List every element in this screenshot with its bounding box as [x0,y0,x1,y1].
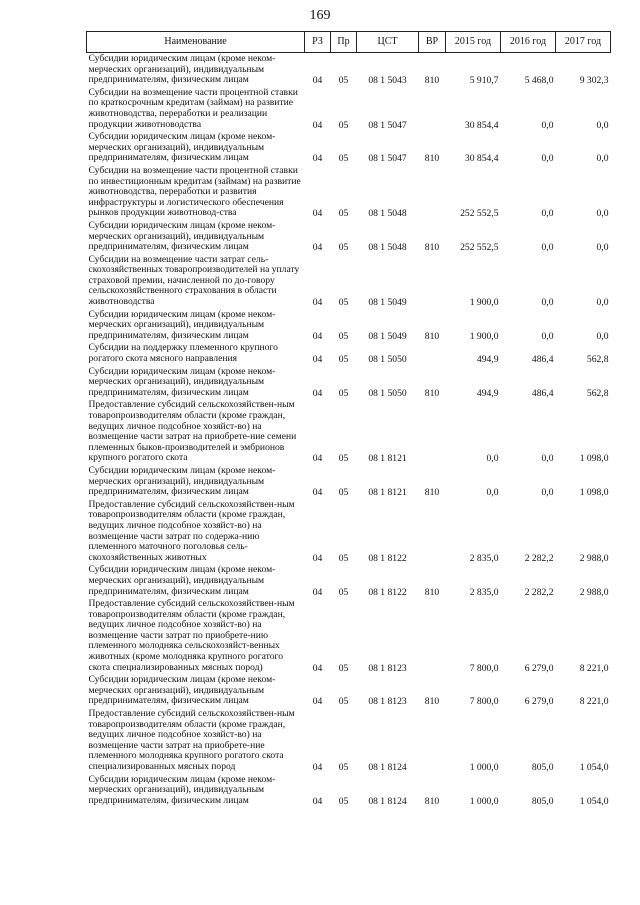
header-name: Наименование [87,32,305,53]
row-2015: 30 854,4 [464,119,499,131]
row-name: Предоставление субсидий сельскохозяйствен-ным товаропроизводителям области (кроме граждан, ведущих личное подсобное хозяйст-во) на возмещение части затрат на приобрете-ние племенного молодняка крупного рогатого скота специализированных мясных пород [88,708,295,772]
row-vr: 810 [424,153,440,165]
table-row [87,598,611,674]
row-2016: 0,0 [541,242,554,254]
row-cst: 08 1 8124 [368,795,407,807]
row-2016: 486,4 [531,387,554,399]
row-2015: 1 900,0 [469,297,499,309]
header-cst: ЦСТ [357,32,419,53]
row-2017: 0,0 [596,119,609,131]
row-cst: 08 1 8121 [368,453,407,465]
row-cst: 08 1 8124 [368,762,407,773]
row-pr: 05 [338,354,349,366]
row-cst: 08 1 5048 [368,208,407,220]
row-name: Субсидии на возмещение части процентной ставки по краткосрочным кредитам (займам) на развитие животноводства, переработки и реализации продукции животноводства [88,86,298,130]
row-2017: 9 302,3 [579,75,609,87]
row-cst: 08 1 8123 [368,662,407,674]
row-pr: 05 [338,119,349,131]
row-pr: 05 [338,552,349,564]
row-pr: 05 [338,662,349,674]
row-2016: 805,0 [531,762,554,773]
table-header [87,32,611,53]
row-2016: 0,0 [541,330,554,342]
row-pr: 05 [338,762,349,773]
row-cst: 08 1 8122 [368,586,407,598]
row-vr: 810 [424,387,440,399]
row-2015: 494,9 [476,354,499,366]
row-rz: 04 [312,795,323,807]
row-2016: 0,0 [541,297,554,309]
header-2015: 2015 год [446,32,501,53]
row-vr: 810 [424,75,440,87]
row-name: Предоставление субсидий сельскохозяйствен-ным товаропроизводителям области (кроме граждан, ведущих личное подсобное хозяйст-во) на возмещение части затрат по содержа-нию племенного маточного поголовья сель-скохозяйственных животных [88,498,295,563]
row-cst: 08 1 5048 [368,242,407,254]
table-row [87,220,611,254]
header-vr: ВР [419,32,446,53]
row-name: Субсидии на возмещение части процентной ставки по инвестиционным кредитам (займам) на развитие животноводства, переработки и развития инфраструктуры и логистического обеспечения рынков продукции животновод-ства [88,164,301,219]
table-row [87,87,611,131]
row-rz: 04 [312,208,323,220]
row-cst: 08 1 5047 [368,153,407,165]
row-2015: 252 552,5 [460,242,499,254]
table-row [87,342,611,365]
row-2015: 30 854,4 [464,153,499,165]
row-name: Субсидии на возмещение части затрат сель-скохозяйственных товаропроизводителей на уплату страховой премии, начисленной по до-говору сельскохозяйственного страхования в области животноводства [88,253,300,308]
row-2017: 0,0 [596,242,609,254]
row-name: Субсидии юридическим лицам (кроме неком-мерческих организаций), индивидуальным предпринимателям, физическим лицам [88,219,276,253]
row-vr [419,598,446,674]
row-2016: 0,0 [541,119,554,131]
row-cst: 08 1 5049 [368,330,407,342]
row-cst: 08 1 5047 [368,119,407,131]
row-rz: 04 [312,75,323,87]
row-name: Субсидии юридическим лицам (кроме неком-мерческих организаций), индивидуальным предпринимателям, физическим лицам [88,773,276,806]
row-name: Предоставление субсидий сельскохозяйствен-ным товаропроизводителям области (кроме граждан, ведущих личное подсобное хозяйст-во) на возмещение части затрат по приобрете-нию племенного молодняка сельскохозяйст-венных животных (кроме молодняка крупного рогатого скота специализированных мясных пород) [88,598,295,673]
row-vr [419,165,446,220]
table-row [87,165,611,220]
row-name: Субсидии юридическим лицам (кроме неком-мерческих организаций), индивидуальным предпринимателям, физическим лицам [88,674,276,707]
row-pr: 05 [338,586,349,598]
row-rz: 04 [312,297,323,309]
row-pr: 05 [338,242,349,254]
row-cst: 08 1 5043 [368,75,407,87]
row-2015: 7 800,0 [469,662,499,674]
row-2017: 1 054,0 [579,795,609,807]
table-row [87,564,611,598]
row-rz: 04 [312,586,323,598]
row-vr [419,708,446,774]
row-rz: 04 [312,696,323,708]
table-row [87,465,611,499]
row-2015: 1 900,0 [469,330,499,342]
row-2017: 1 054,0 [579,762,609,773]
table-row [87,366,611,400]
row-pr: 05 [338,153,349,165]
header-pr: Пр [331,32,357,53]
row-name: Субсидии юридическим лицам (кроме неком-мерческих организаций), индивидуальным предпринимателям, физическим лицам [88,365,276,398]
table-row [87,309,611,343]
row-name: Субсидии на поддержку племенного крупного рогатого скота мясного направления [88,342,278,365]
row-vr [419,254,446,309]
row-rz: 04 [312,762,323,773]
table-row [87,254,611,309]
row-cst: 08 1 8121 [368,487,407,499]
row-2017: 1 098,0 [579,453,609,465]
row-rz: 04 [312,330,323,342]
table-body [87,53,611,808]
row-rz: 04 [312,453,323,465]
header-rz: РЗ [305,32,331,53]
row-cst: 08 1 8122 [368,552,407,564]
row-2016: 5 468,0 [524,75,554,87]
row-name: Субсидии юридическим лицам (кроме неком-мерческих организаций), индивидуальным предпринимателям, физическим лицам [88,308,276,341]
row-2016: 0,0 [541,453,554,465]
row-2016: 6 279,0 [524,662,554,674]
row-2017: 1 098,0 [579,487,609,499]
row-vr [419,342,446,365]
row-2015: 2 835,0 [469,586,499,598]
row-rz: 04 [312,153,323,165]
row-name: Субсидии юридическим лицам (кроме неком-мерческих организаций), индивидуальным предпринимателям, физическим лицам [88,464,276,498]
row-2017: 0,0 [596,297,609,309]
row-pr: 05 [338,330,349,342]
row-rz: 04 [312,552,323,564]
row-vr: 810 [424,330,440,342]
row-pr: 05 [338,795,349,807]
budget-table [86,31,611,807]
row-2017: 2 988,0 [579,586,609,598]
row-vr: 810 [424,487,440,499]
row-pr: 05 [338,696,349,708]
row-cst: 08 1 5050 [368,387,407,399]
row-2017: 0,0 [596,330,609,342]
row-2016: 0,0 [541,487,554,499]
row-2017: 0,0 [596,208,609,220]
row-rz: 04 [312,242,323,254]
row-vr [419,87,446,131]
row-rz: 04 [312,354,323,366]
row-rz: 04 [312,119,323,131]
table-row [87,774,611,808]
row-rz: 04 [312,387,323,399]
row-2015: 252 552,5 [460,208,499,220]
row-name: Субсидии юридическим лицам (кроме неком-мерческих организаций), индивидуальным предпринимателям, физическим лицам [88,564,276,597]
table-row [87,499,611,565]
row-vr: 810 [424,696,440,708]
row-cst: 08 1 5049 [368,297,407,309]
row-2015: 5 910,7 [469,75,499,87]
table-row [87,131,611,165]
row-cst: 08 1 5050 [368,354,407,366]
row-vr: 810 [424,586,440,598]
row-pr: 05 [338,487,349,499]
row-2015: 1 000,0 [469,762,499,773]
header-2016: 2016 год [501,32,556,53]
row-2015: 0,0 [486,453,499,465]
page-number: 169 [309,8,331,23]
row-2015: 7 800,0 [469,696,499,708]
row-pr: 05 [338,75,349,87]
row-2015: 2 835,0 [469,552,499,564]
row-rz: 04 [312,487,323,499]
row-pr: 05 [338,208,349,220]
row-vr: 810 [424,795,440,807]
row-2016: 805,0 [531,795,554,807]
row-2015: 0,0 [486,487,499,499]
row-2016: 2 282,2 [524,552,554,564]
row-cst: 08 1 8123 [368,696,407,708]
row-2016: 0,0 [541,153,554,165]
header-2017: 2017 год [556,32,611,53]
row-2017: 8 221,0 [579,662,609,674]
row-vr: 810 [424,242,440,254]
row-2017: 8 221,0 [579,696,609,708]
row-pr: 05 [338,387,349,399]
row-2017: 562,8 [586,387,609,399]
row-pr: 05 [338,297,349,309]
row-2015: 494,9 [476,387,499,399]
row-2015: 1 000,0 [469,795,499,807]
row-2017: 562,8 [586,354,609,366]
table-row [87,708,611,774]
row-2016: 0,0 [541,208,554,220]
row-name: Субсидии юридическим лицам (кроме неком-мерческих организаций), индивидуальным предпринимателям, физическим лицам [88,53,276,86]
row-rz: 04 [312,662,323,674]
row-vr [419,399,446,465]
table-row [87,399,611,465]
row-2016: 2 282,2 [524,586,554,598]
table-row [87,53,611,87]
row-name: Предоставление субсидий сельскохозяйствен-ным товаропроизводителям области (кроме граждан, ведущих личное подсобное хозяйст-во) на возмещение части затрат на приобрете-ние семени племенных быков-производителей и эмбрионов крупного рогатого скота [88,399,297,464]
row-pr: 05 [338,453,349,465]
row-2016: 6 279,0 [524,696,554,708]
row-name: Субсидии юридическим лицам (кроме неком-мерческих организаций), индивидуальным предпринимателям, физическим лицам [88,131,276,164]
row-2016: 486,4 [531,354,554,366]
row-vr [419,499,446,565]
row-2017: 0,0 [596,153,609,165]
row-2017: 2 988,0 [579,552,609,564]
table-row [87,674,611,708]
